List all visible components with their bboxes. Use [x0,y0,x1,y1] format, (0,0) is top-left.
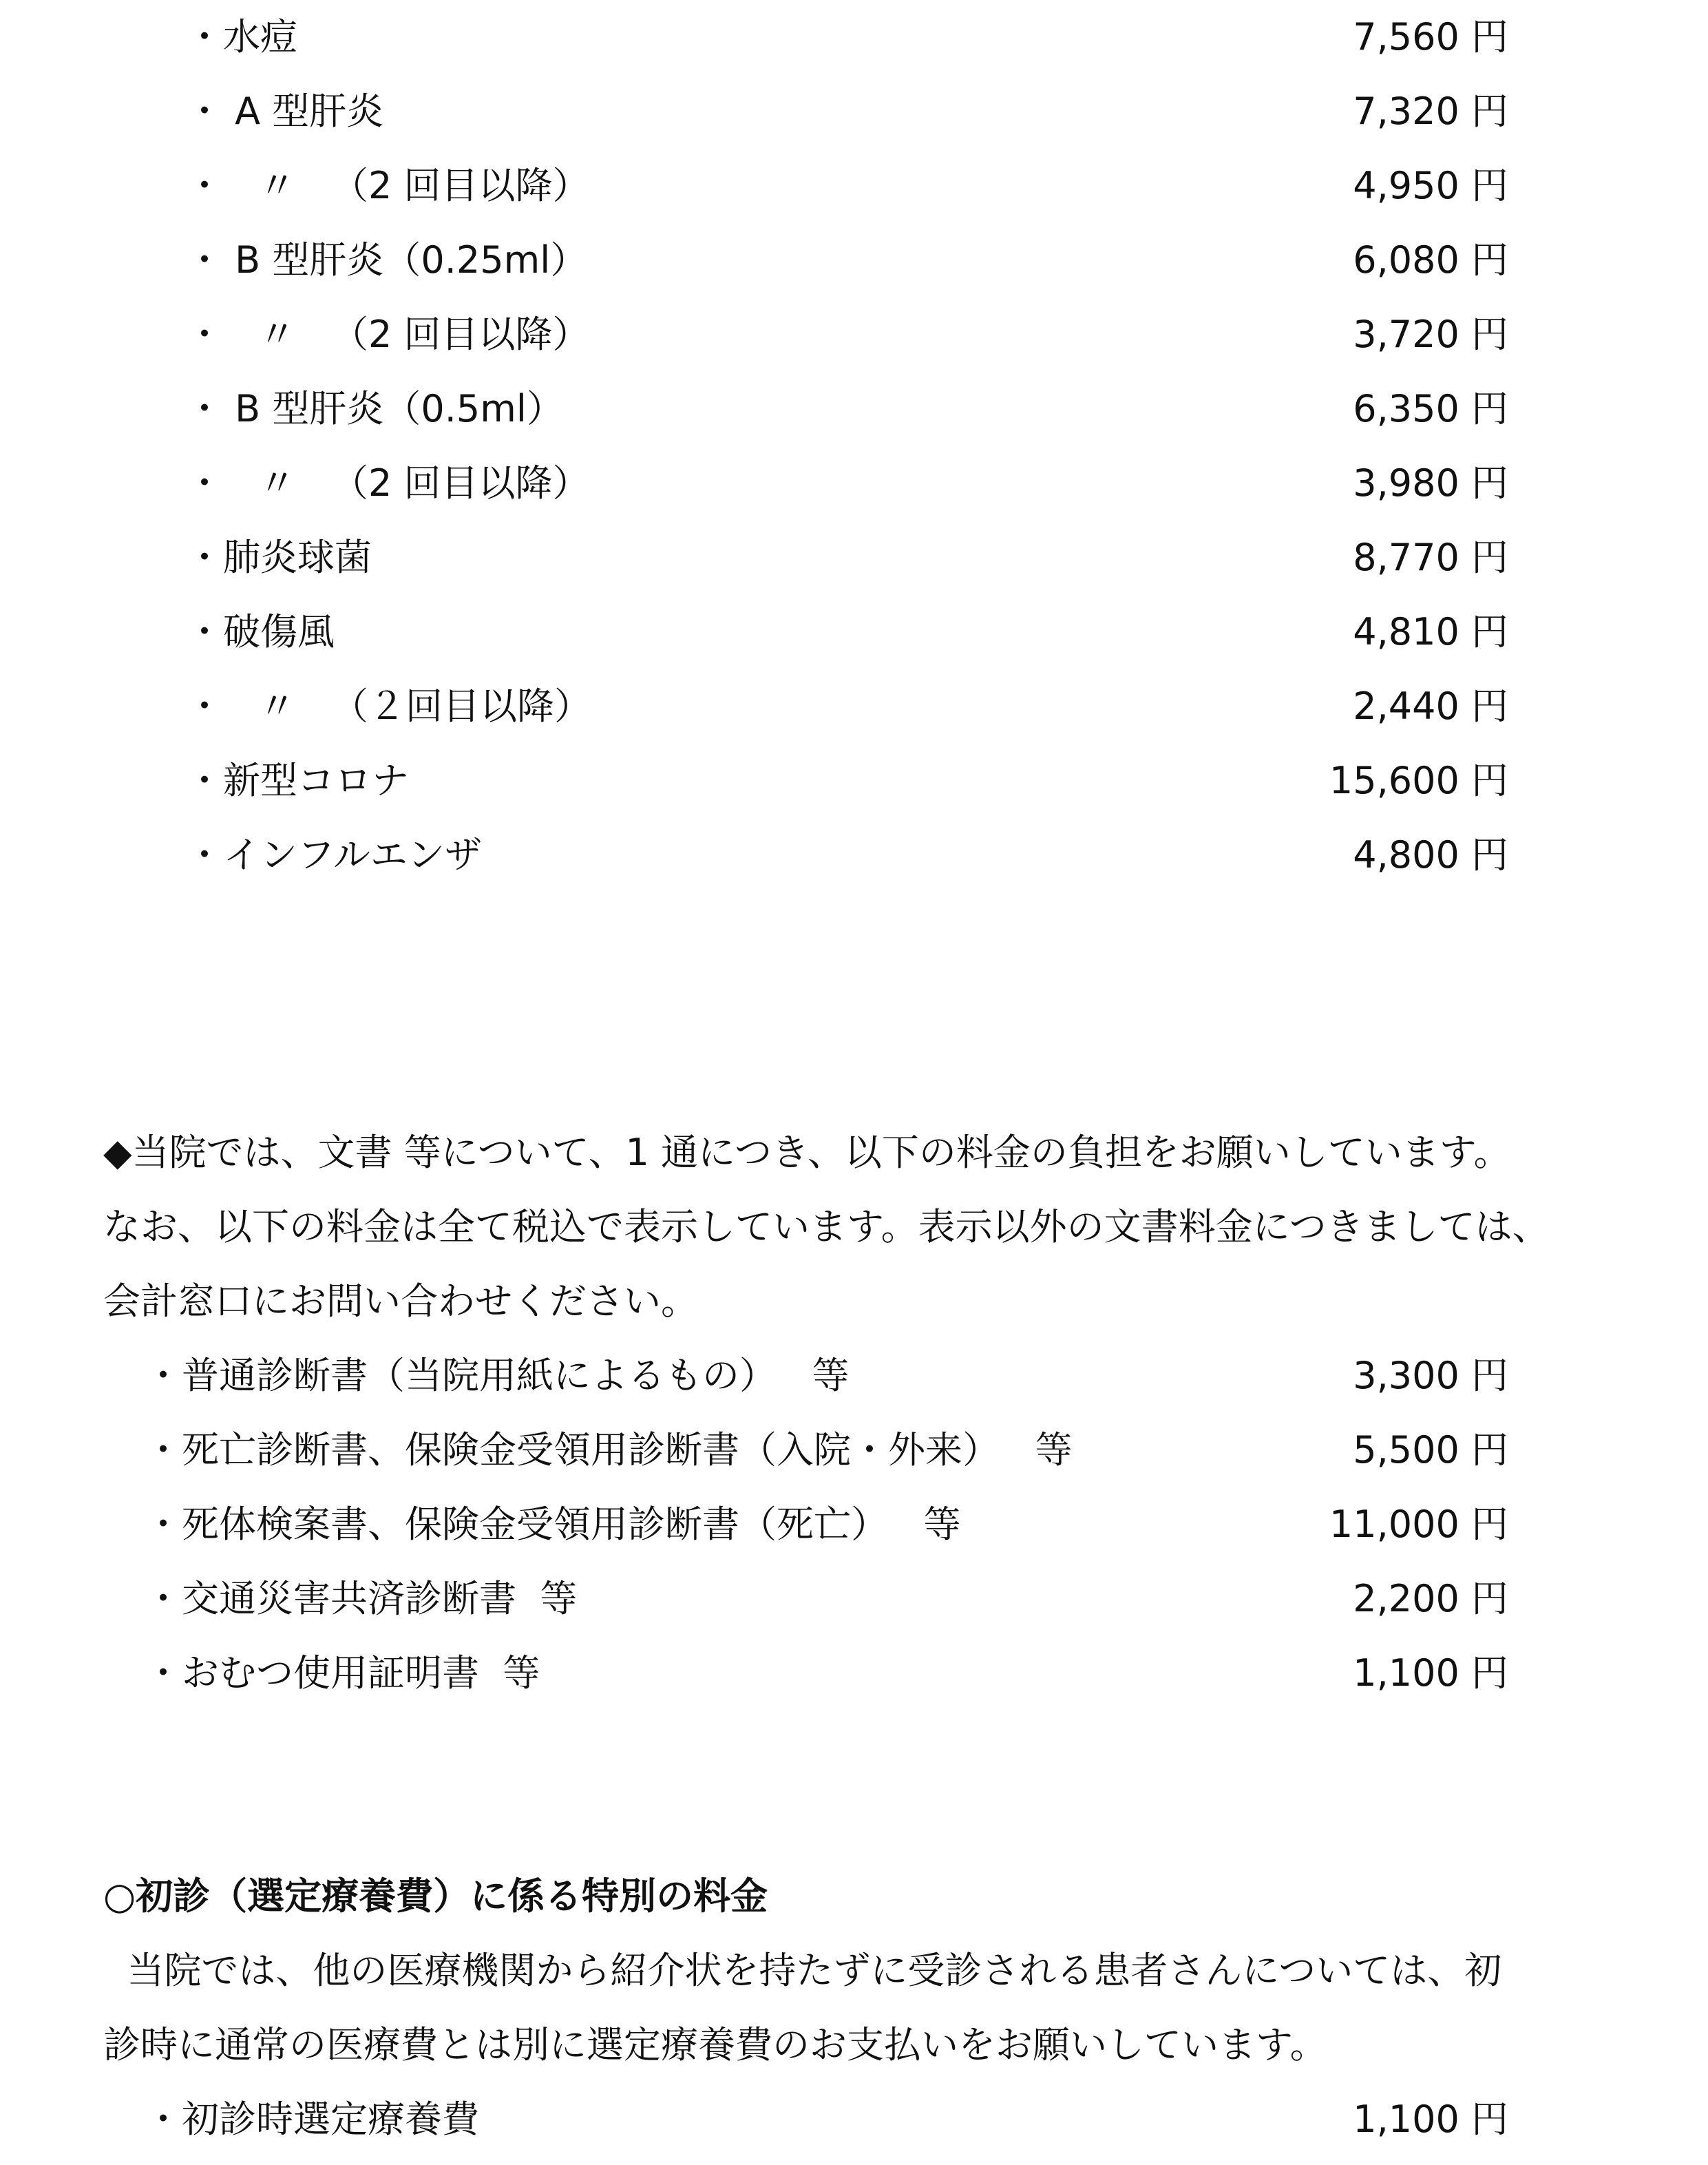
list-item [0,0,1708,74]
fee-label: ・初診時選定療養費 [145,2098,479,2141]
fee-label: ・インフルエンザ [186,833,482,877]
fee-price: 2,200 円 [1353,1577,1508,1620]
list-item [0,1487,1708,1562]
list-item [0,744,1708,818]
section-heading: ○初診（選定療養費）に係る特別の料金 [103,1874,768,1918]
fee-price: 4,800 円 [1353,833,1508,877]
fee-label: ・水痘 [186,15,297,59]
section-body-line: 診時に通常の医療費とは別に選定療養費のお支払いをお願いしています。 [103,2023,1327,2067]
list-item [0,372,1708,446]
fee-price: 3,980 円 [1353,461,1508,505]
list-item [0,149,1708,223]
fee-label: ・ B 型肝炎（0.5ml） [186,387,564,430]
list-item [0,669,1708,744]
list-item [0,818,1708,892]
list-item [0,74,1708,149]
fee-price: 1,100 円 [1353,2098,1508,2141]
section-body-line: 当院では、他の医療機関から紹介状を持たずに受診される患者さんについては、初 [103,1949,1502,1992]
fee-price: 6,080 円 [1353,238,1508,282]
fee-price: 4,950 円 [1353,164,1508,207]
list-item [0,1339,1708,1413]
fee-label: ・肺炎球菌 [186,536,372,579]
fee-price: 8,770 円 [1353,536,1508,579]
fee-label: ・ B 型肝炎（0.25ml） [186,238,588,282]
fee-price: 7,560 円 [1353,15,1508,59]
fee-price: 15,600 円 [1329,759,1508,802]
list-item [0,1413,1708,1487]
list-item [0,297,1708,372]
fee-price: 3,720 円 [1353,313,1508,356]
fee-label: ・交通災害共済診断書 等 [145,1577,578,1620]
fee-label: ・ 〃 （２回目以降） [186,684,591,728]
list-item [0,595,1708,669]
fee-label: ・ 〃 （2 回目以降） [186,164,590,207]
document-intro-line: 会計窓口にお問い合わせください。 [103,1279,698,1323]
fee-price: 11,000 円 [1329,1503,1508,1546]
list-item [0,1636,1708,1711]
fee-label: ・新型コロナ [186,759,409,802]
fee-label: ・死亡診断書、保険金受領用診断書（入院・外来） 等 [145,1428,1073,1472]
list-item [0,2082,1708,2157]
fee-label: ・ A 型肝炎 [186,90,384,133]
fee-price: 3,300 円 [1353,1354,1508,1397]
fee-price: 2,440 円 [1353,684,1508,728]
fee-price: 7,320 円 [1353,90,1508,133]
fee-price: 6,350 円 [1353,387,1508,430]
fee-label: ・破傷風 [186,610,335,653]
document-intro-line: なお、以下の料金は全て税込で表示しています。表示以外の文書料金につきましては、 [103,1205,1550,1248]
fee-label: ・普通診断書（当院用紙によるもの） 等 [145,1354,850,1397]
list-item [0,446,1708,521]
fee-price: 5,500 円 [1353,1428,1508,1472]
document-intro-line: ◆当院では、文書 等について、1 通につき、以下の料金の負担をお願いしています。 [103,1131,1511,1174]
list-item [0,223,1708,297]
list-item [0,521,1708,595]
fee-label: ・ 〃 （2 回目以降） [186,313,590,356]
fee-label: ・死体検案書、保険金受領用診断書（死亡） 等 [145,1503,961,1546]
fee-price: 4,810 円 [1353,610,1508,653]
fee-label: ・ 〃 （2 回目以降） [186,461,590,505]
list-item [0,1562,1708,1636]
fee-label: ・おむつ使用証明書 等 [145,1651,540,1695]
fee-price: 1,100 円 [1353,1651,1508,1695]
